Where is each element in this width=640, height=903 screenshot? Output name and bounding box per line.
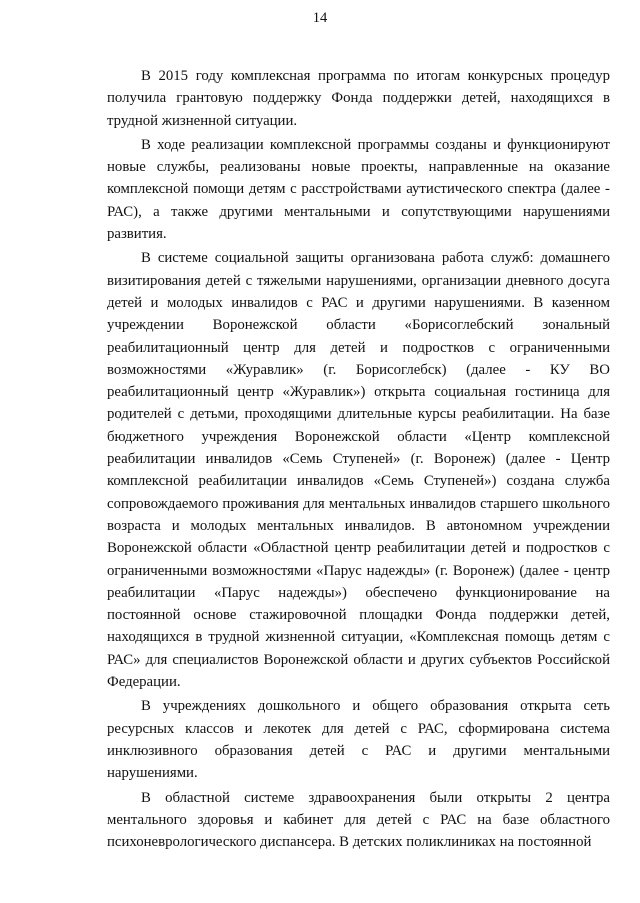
page-number: 14 (312, 10, 328, 26)
paragraph-education: В учреждениях дошкольного и общего образования открыта сеть ресурсных классов и лекотек для детей с РАС, сформирована система инклюзивного образования детей с РАС и другими ментальными нарушениями. (107, 698, 610, 782)
paragraph-healthcare: В областной системе здравоохранения были открыты 2 центра ментального здоровья и кабинет для детей с РАС на базе областного психоневрологического диспансера. В детских поликлиниках на постоянной (107, 789, 610, 851)
paragraph-grant-support: В 2015 году комплексная программа по итогам конкурсных процедур получила грантовую поддержку Фонда поддержки детей, находящихся в трудной жизненной ситуации. (107, 68, 610, 129)
paragraph-social-protection: В системе социальной защиты организована работа служб: домашнего визитирования детей с тяжелыми нарушениями, организации дневного досуга детей и молодых инвалидов с РАС и другими нарушениями. В казенном учреждении Воронежской области «Борисоглебский зональный реабилитационный центр для детей и подростков с ограниченными возможностями «Журавлик» (г. Борисоглебск) (далее - КУ ВО реабилитационный центр «Журавлик») открыта социальная гостиница для родителей с детьми, проходящими длительные курсы реабилитации. На базе бюджетного учреждения Воронежской области «Центр комплексной реабилитации инвалидов «Семь Ступеней» (г. Воронеж) (далее - Центр комплексной реабилитации инвалидов «Семь Ступеней») создана служба сопровождаемого проживания для ментальных инвалидов старшего школьного возраста и молодых ментальных инвалидов. В автономном учреждении Воронежской области «Областной центр реабилитации детей и подростков с ограниченными возможностями «Парус надежды» (г. Воронеж) (далее - центр реабилитации «Парус надежды») обеспечено функционирование на постоянной основе стажировочной площадки Фонда поддержки детей, находящихся в трудной жизненной ситуации, «Комплексная помощь детям с РАС» для специалистов Воронежской области и других субъектов Российской Федерации. (107, 250, 610, 691)
paragraph-new-services: В ходе реализации комплексной программы созданы и функционируют новые службы, реализованы новые проекты, направленные на оказание комплексной помощи детям с расстройствами аутистического спектра (далее - РАС), а также другими ментальными и сопутствующими нарушениями развития. (107, 136, 610, 243)
body-text (107, 65, 610, 855)
